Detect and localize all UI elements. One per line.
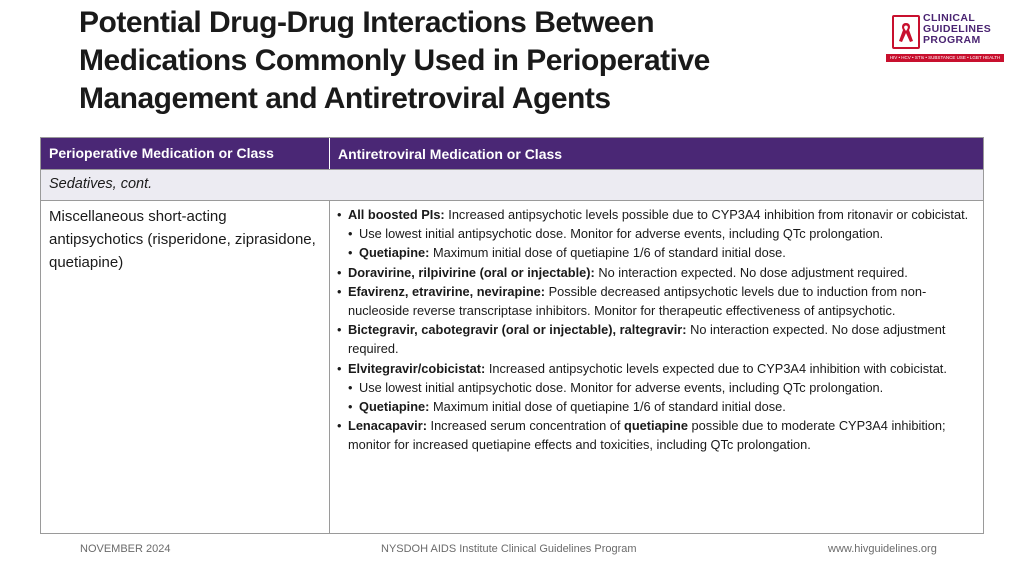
list-item: • Doravirine, rilpivirine (oral or injectable): No interaction expected. No dose adjustment required. (337, 263, 977, 282)
list-item: • Bictegravir, cabotegravir (oral or injectable), raltegravir: No interaction expected. No dose adjustment required. (337, 320, 977, 358)
section-label: Sedatives, cont. (49, 176, 153, 192)
title-line: Management and Antiretroviral Agents (79, 82, 611, 115)
logo-line: GUIDELINES (923, 23, 992, 35)
logo-line: PROGRAM (923, 34, 981, 46)
list-item: • Quetiapine: Maximum initial dose of quetiapine 1/6 of standard initial dose. (348, 243, 977, 262)
list-item: • Efavirenz, etravirine, nevirapine: Possible decreased antipsychotic levels due to induction from non-nucleoside reverse transcriptase inhibitors. Monitor for therapeutic effectiveness of antipsychotic. (337, 282, 977, 320)
interaction-table (40, 137, 984, 534)
list-item: • Use lowest initial antipsychotic dose. Monitor for adverse events, including QTc prolongation. (348, 224, 977, 243)
interactions-cell (337, 205, 977, 455)
logo-line: CLINICAL (923, 12, 976, 24)
column-header-perioperative: Perioperative Medication or Class (49, 145, 274, 161)
logo-tagline: HIV • HCV • STIs • SUBSTANCE USE • LGBT HEALTH (886, 54, 1004, 62)
list-item: • Lenacapavir: Increased serum concentration of quetiapine possible due to moderate CYP3A4 inhibition; monitor for increased quetiapine effects and toxicities, including QTc prolongation. (337, 416, 977, 454)
footer-website: www.hivguidelines.org (828, 543, 937, 555)
footer-date: NOVEMBER 2024 (80, 543, 171, 555)
clinical-guidelines-program-logo (886, 12, 1004, 64)
footer-program: NYSDOH AIDS Institute Clinical Guidelines Program (381, 543, 637, 555)
slide-title (79, 4, 859, 118)
list-item: • Quetiapine: Maximum initial dose of quetiapine 1/6 of standard initial dose. (348, 397, 977, 416)
column-header-antiretroviral: Antiretroviral Medication or Class (338, 146, 563, 162)
section-row (41, 169, 983, 201)
list-item: • Use lowest initial antipsychotic dose. Monitor for adverse events, including QTc prolongation. (348, 378, 977, 397)
logo-wordmark (923, 13, 991, 46)
header-divider (329, 138, 330, 169)
column-divider (329, 201, 330, 534)
list-item: • All boosted PIs: Increased antipsychotic levels possible due to CYP3A4 inhibition from ritonavir or cobicistat. (337, 205, 977, 224)
logo-frame (892, 15, 920, 49)
title-line: Potential Drug-Drug Interactions Between (79, 6, 655, 39)
title-line: Medications Commonly Used in Perioperative (79, 44, 710, 77)
list-item: • Elvitegravir/cobicistat: Increased antipsychotic levels expected due to CYP3A4 inhibition with cobicistat. (337, 359, 977, 378)
medication-cell: Miscellaneous short-acting antipsychotics (risperidone, ziprasidone, quetiapine) (49, 208, 316, 271)
table-header (41, 138, 983, 169)
red-ribbon-icon (898, 21, 914, 43)
